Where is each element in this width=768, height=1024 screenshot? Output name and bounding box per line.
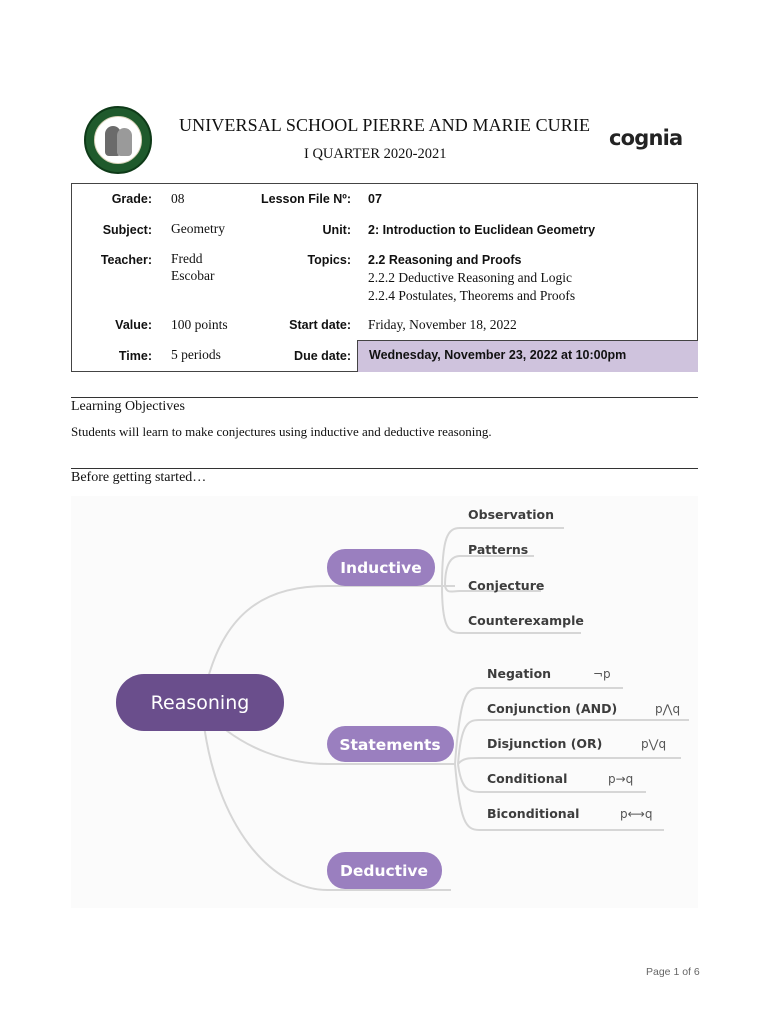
- page-number: Page 1 of 6: [646, 966, 700, 978]
- inductive-node-label: Inductive: [340, 559, 422, 577]
- leaf-conditional: Conditional: [487, 771, 568, 786]
- topic-sub-2: 2.2.4 Postulates, Theorems and Proofs: [368, 288, 576, 303]
- subject-label: Subject:: [102, 223, 152, 237]
- school-name: UNIVERSAL SCHOOL PIERRE AND MARIE CURIE: [179, 115, 591, 135]
- leaf-negation: Negation: [487, 666, 552, 681]
- start-date-label: Start date:: [289, 318, 351, 332]
- due-date-highlight: [357, 340, 698, 372]
- section-divider: [71, 397, 698, 398]
- grade-value: 08: [171, 191, 185, 206]
- teacher-last-name: Escobar: [171, 268, 215, 283]
- learning-objectives-text: Students will learn to make conjectures using inductive and deductive reasoning.: [71, 424, 492, 439]
- lesson-file-label: Lesson File Nº:: [261, 192, 351, 206]
- leaf-conjecture: Conjecture: [468, 578, 545, 593]
- unit-label: Unit:: [322, 223, 351, 237]
- topic-main: 2.2 Reasoning and Proofs: [368, 253, 522, 267]
- learning-objectives-heading: Learning Objectives: [71, 399, 185, 414]
- leaf-disjunction: Disjunction (OR): [487, 736, 603, 751]
- lesson-file-value: 07: [368, 192, 382, 206]
- value-points: 100 points: [171, 317, 228, 332]
- due-date-label: Due date:: [294, 349, 351, 363]
- subject-value: Geometry: [171, 221, 225, 236]
- due-date-value: Wednesday, November 23, 2022 at 10:00pm: [369, 348, 627, 362]
- lesson-info-table: [71, 183, 698, 372]
- teacher-label: Teacher:: [100, 253, 152, 267]
- school-seal-logo: [84, 106, 152, 174]
- unit-value: 2: Introduction to Euclidean Geometry: [368, 223, 596, 237]
- deductive-node-label: Deductive: [339, 862, 429, 880]
- quarter-label: I QUARTER 2020-2021: [304, 146, 447, 162]
- section-divider: [71, 468, 698, 469]
- symbol-conditional: p→q: [608, 772, 634, 786]
- symbol-disjunction: p⋁q: [641, 737, 667, 751]
- symbol-conjunction: p⋀q: [655, 702, 681, 716]
- before-getting-started-heading: Before getting started…: [71, 470, 207, 485]
- topics-label: Topics:: [307, 253, 351, 267]
- cognia-logo: cognia: [609, 126, 683, 150]
- reasoning-mind-map: [71, 496, 698, 908]
- time-label: Time:: [118, 349, 152, 363]
- topic-sub-1: 2.2.2 Deductive Reasoning and Logic: [368, 270, 572, 285]
- teacher-first-name: Fredd: [171, 251, 203, 266]
- value-label: Value:: [115, 318, 152, 332]
- leaf-conjunction: Conjunction (AND): [487, 701, 618, 716]
- time-value: 5 periods: [171, 347, 221, 362]
- leaf-biconditional: Biconditional: [487, 806, 580, 821]
- grade-label: Grade:: [111, 192, 152, 206]
- symbol-biconditional: p⟷q: [620, 807, 653, 821]
- start-date-value: Friday, November 18, 2022: [368, 317, 517, 332]
- root-node-label: Reasoning: [150, 692, 250, 714]
- symbol-negation: ¬p: [593, 667, 611, 681]
- leaf-counterexample: Counterexample: [468, 613, 584, 628]
- leaf-observation: Observation: [468, 507, 554, 522]
- leaf-patterns: Patterns: [468, 542, 529, 557]
- statements-node-label: Statements: [339, 736, 441, 754]
